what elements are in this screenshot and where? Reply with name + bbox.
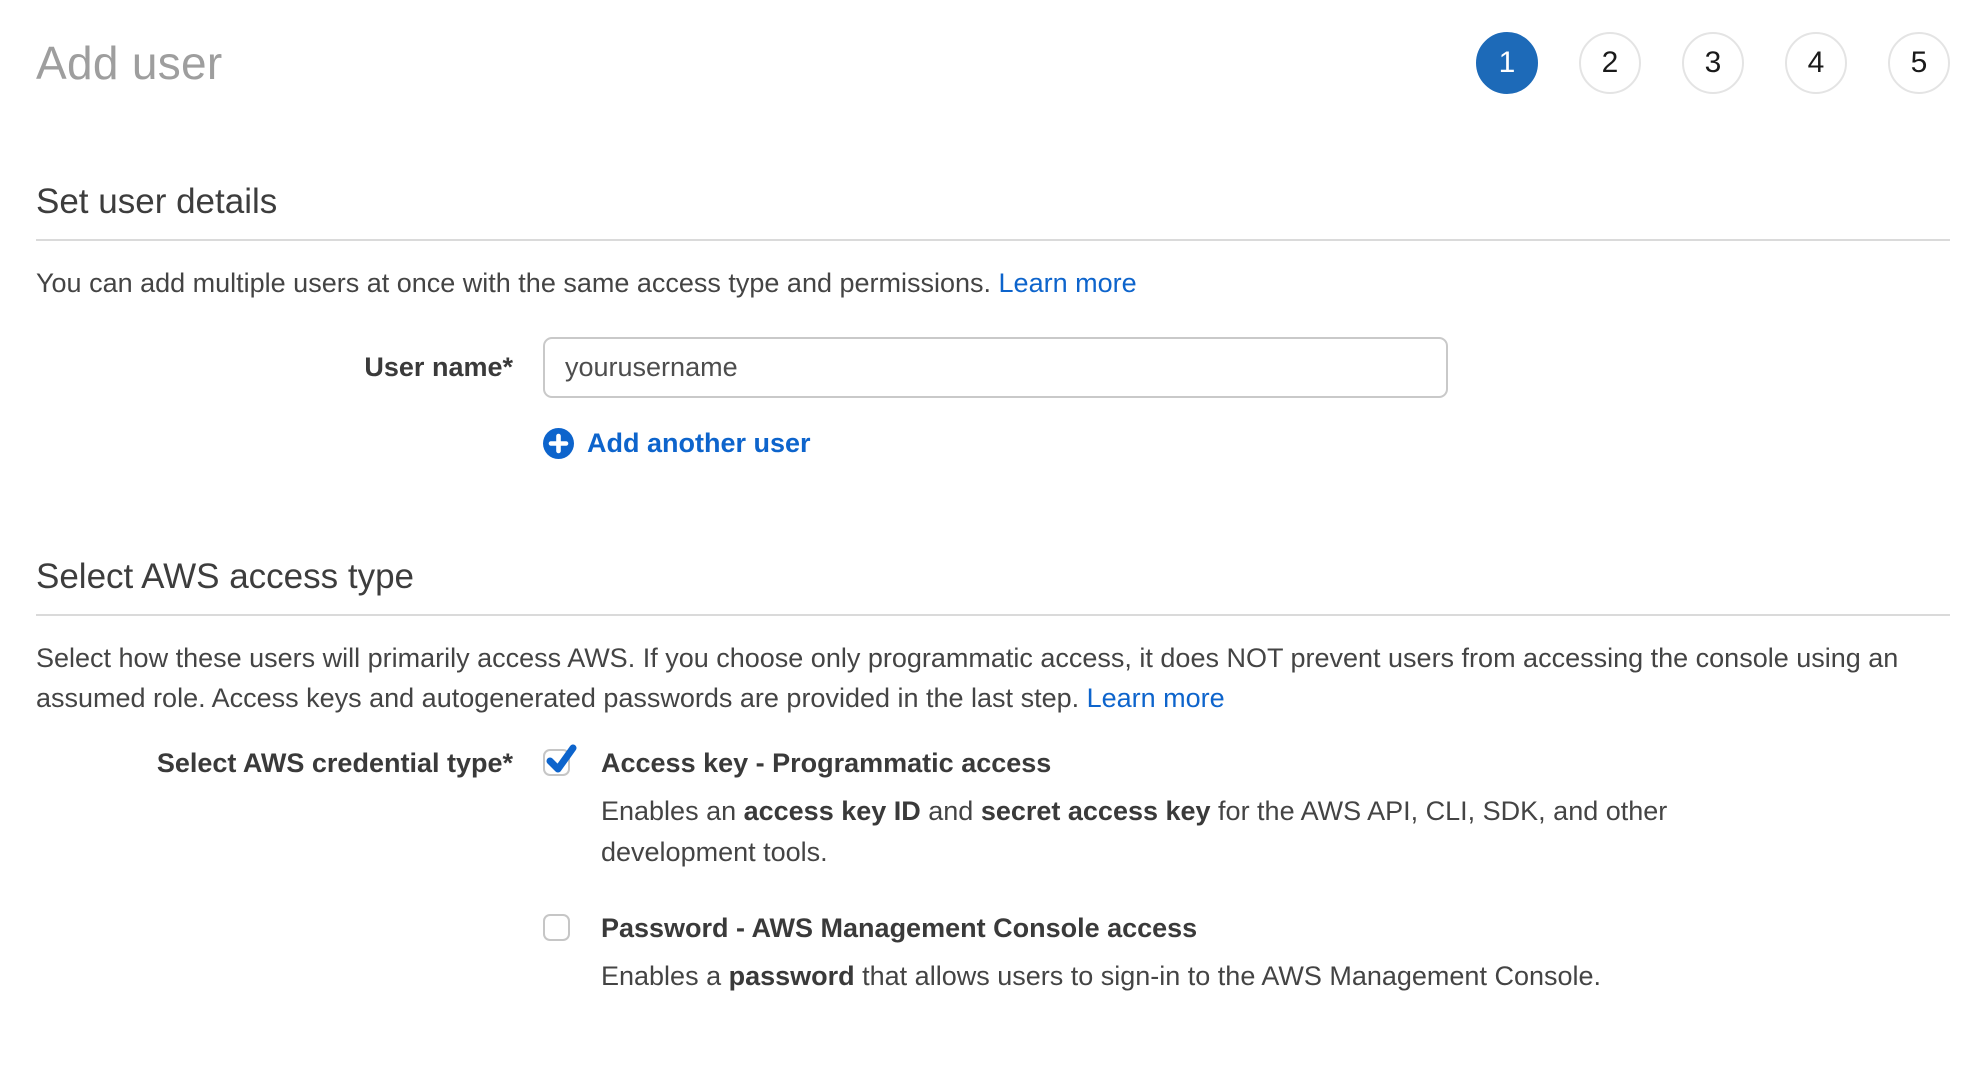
set-user-details-section	[36, 180, 1950, 459]
select-access-type-section	[36, 555, 1950, 997]
username-label: User name*	[364, 352, 513, 382]
select-access-type-heading: Select AWS access type	[36, 557, 415, 596]
set-user-details-heading: Set user details	[36, 182, 278, 221]
page-header	[36, 0, 1950, 96]
username-input[interactable]	[543, 337, 1448, 398]
step-1-number: 1	[1498, 46, 1516, 79]
access-type-intro	[36, 638, 1950, 718]
user-details-intro-text: You can add multiple users at once with the same access type and permissions.	[36, 268, 999, 298]
step-1-badge	[1476, 32, 1538, 94]
step-5-badge	[1888, 32, 1950, 94]
access-key-option-title: Access key - Programmatic access	[601, 748, 1052, 778]
user-details-learn-more-link[interactable]: Learn more	[998, 268, 1137, 298]
wizard-step-indicator	[1476, 32, 1950, 94]
access-type-intro-text: Select how these users will primarily access AWS. If you choose only programmatic access, it does NOT prevent users from accessing the console using an assumed role. Access keys and autogenerated passwords are provided in the last step.	[36, 643, 1899, 713]
password-checkbox[interactable]	[543, 914, 570, 941]
access-key-checkbox[interactable]	[543, 749, 570, 776]
credential-type-label: Select AWS credential type*	[156, 748, 513, 778]
credential-type-row	[36, 746, 1950, 997]
page-title: Add user	[36, 37, 223, 89]
password-option-description: Enables a password that allows users to sign-in to the AWS Management Console.	[601, 961, 1602, 991]
access-key-option-description: Enables an access key ID and secret access key for the AWS API, CLI, SDK, and other development tools.	[601, 796, 1668, 867]
access-key-option	[543, 746, 1701, 873]
step-2-badge	[1579, 32, 1641, 94]
access-type-learn-more-link[interactable]: Learn more	[1086, 683, 1225, 713]
credential-options	[543, 746, 1701, 997]
add-another-user-label: Add another user	[587, 428, 811, 458]
step-3-badge	[1682, 32, 1744, 94]
add-another-user-button[interactable]	[543, 428, 811, 459]
plus-circle-icon	[543, 428, 574, 459]
step-2-number: 2	[1601, 46, 1619, 79]
section-divider	[36, 614, 1950, 616]
password-option	[543, 911, 1701, 997]
step-5-number: 5	[1910, 46, 1928, 79]
step-4-badge	[1785, 32, 1847, 94]
section-divider	[36, 239, 1950, 241]
password-option-title: Password - AWS Management Console access	[601, 913, 1198, 943]
step-4-number: 4	[1807, 46, 1825, 79]
step-3-number: 3	[1704, 46, 1722, 79]
user-details-intro	[36, 263, 1950, 303]
username-row	[36, 337, 1950, 398]
checkmark-icon	[543, 742, 578, 777]
